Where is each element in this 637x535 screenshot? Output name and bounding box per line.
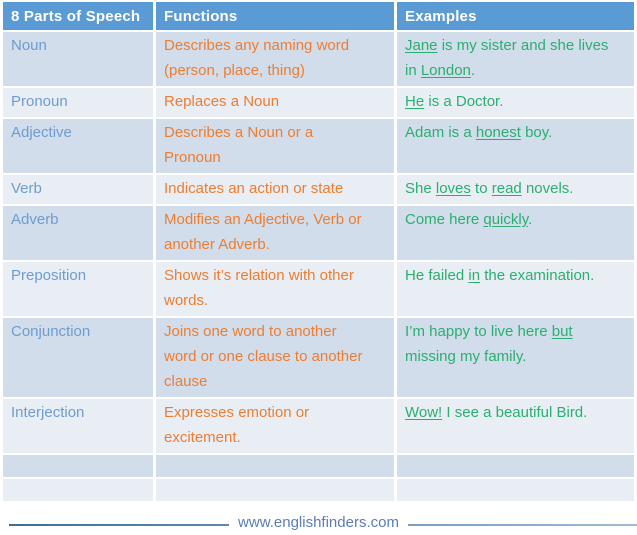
underlined-word: Jane — [405, 37, 438, 54]
example-cell — [397, 206, 634, 260]
part-cell: Adjective — [3, 119, 153, 173]
example-text-segment: Adam is a — [405, 124, 476, 141]
footer — [0, 509, 637, 535]
empty-row — [3, 455, 634, 477]
part-cell: Verb — [3, 175, 153, 204]
function-text: Describes any naming word (person, place, thing) — [164, 37, 350, 79]
example-text-segment: boy. — [520, 124, 553, 141]
table-row-noun — [3, 32, 634, 86]
example-cell — [397, 32, 634, 86]
part-cell: Adverb — [3, 206, 153, 260]
example-text-segment: the examination. — [480, 267, 595, 284]
website-url: www.englishfinders.com — [229, 514, 408, 531]
example-cell — [397, 119, 634, 173]
example-cell — [397, 399, 634, 453]
example-text-segment: . — [528, 211, 533, 228]
table-body — [3, 32, 634, 501]
part-cell: Conjunction — [3, 318, 153, 397]
table-row-adjective — [3, 119, 634, 173]
function-cell — [156, 206, 394, 260]
example-sentence — [405, 400, 617, 425]
function-text: Expresses emotion or excitement. — [164, 404, 310, 446]
example-text-segment: He failed — [405, 267, 469, 284]
example-text-segment: novels. — [521, 180, 574, 197]
function-text: Indicates an action or state — [164, 180, 344, 197]
header-cell-functions: Functions — [156, 2, 394, 30]
empty-row — [3, 479, 634, 501]
function-cell — [156, 119, 394, 173]
underlined-word: quickly — [483, 211, 529, 228]
underlined-word: loves — [435, 180, 471, 197]
example-text-segment: Come here — [405, 211, 484, 228]
header-row — [3, 2, 634, 30]
table-row-interjection — [3, 399, 634, 453]
example-cell — [397, 262, 634, 316]
function-cell — [156, 262, 394, 316]
table-row-verb — [3, 175, 634, 204]
example-text-segment: She — [405, 180, 436, 197]
example-sentence — [405, 319, 617, 369]
example-text-segment: missing my family. — [405, 348, 527, 365]
function-text: Replaces a Noun — [164, 93, 280, 110]
empty-cell — [156, 479, 394, 501]
function-cell — [156, 318, 394, 397]
empty-cell — [3, 479, 153, 501]
example-sentence — [405, 120, 617, 145]
function-text: Modifies an Adjective, Verb or another Adverb. — [164, 211, 362, 253]
example-cell — [397, 318, 634, 397]
table-row-pronoun — [3, 88, 634, 117]
underlined-word: in — [468, 267, 481, 284]
example-sentence — [405, 33, 617, 83]
underlined-word: honest — [475, 124, 521, 141]
example-text-segment: I’m happy to live here — [405, 323, 552, 340]
empty-cell — [397, 479, 634, 501]
empty-cell — [3, 455, 153, 477]
underlined-word: but — [551, 323, 573, 340]
example-sentence — [405, 207, 617, 232]
example-text-segment: is my sister and she lives in — [405, 37, 609, 79]
table-row-adverb — [3, 206, 634, 260]
part-cell: Noun — [3, 32, 153, 86]
example-sentence — [405, 263, 617, 288]
function-cell — [156, 399, 394, 453]
example-cell — [397, 88, 634, 117]
example-text-segment: I see a beautiful Bird. — [442, 404, 588, 421]
header-cell-examples: Examples — [397, 2, 634, 30]
part-cell: Preposition — [3, 262, 153, 316]
example-text-segment: is a Doctor. — [424, 93, 504, 110]
example-text-segment: . — [470, 62, 476, 79]
underlined-word: Wow! — [405, 404, 443, 421]
underlined-word: He — [405, 93, 425, 110]
table-header — [3, 2, 634, 30]
table-row-preposition — [3, 262, 634, 316]
underlined-word: London — [420, 62, 471, 79]
part-cell: Interjection — [3, 399, 153, 453]
function-cell — [156, 32, 394, 86]
part-cell: Pronoun — [3, 88, 153, 117]
function-text: Describes a Noun or a Pronoun — [164, 124, 314, 166]
empty-cell — [156, 455, 394, 477]
example-text-segment: to — [470, 180, 492, 197]
header-cell-parts-of-speech: 8 Parts of Speech — [3, 2, 153, 30]
empty-cell — [397, 455, 634, 477]
underlined-word: read — [491, 180, 522, 197]
function-text: Shows it’s relation with other words. — [164, 267, 354, 309]
example-sentence — [405, 89, 617, 114]
table-row-conjunction — [3, 318, 634, 397]
example-sentence — [405, 176, 617, 201]
function-cell — [156, 175, 394, 204]
function-text: Joins one word to another word or one clause to another clause — [164, 323, 363, 390]
function-cell — [156, 88, 394, 117]
example-cell — [397, 175, 634, 204]
